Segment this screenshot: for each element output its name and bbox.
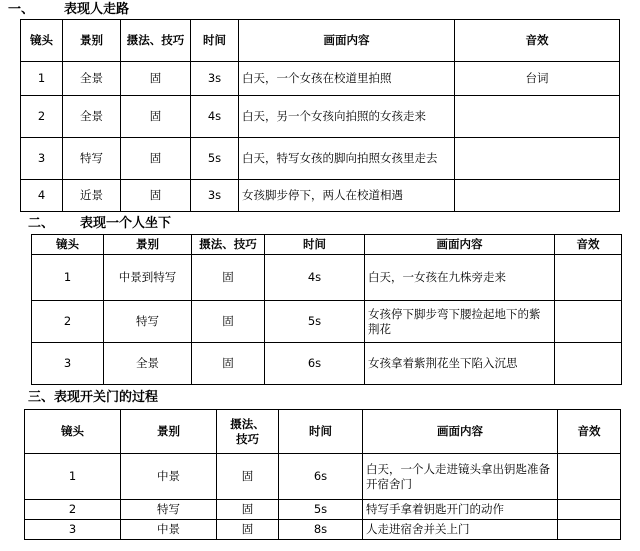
table-cell: 固	[121, 62, 191, 96]
section-2-title: 表现一个人坐下	[80, 216, 172, 231]
table-cell: 固	[192, 301, 265, 343]
table-cell: 中景到特写	[104, 255, 192, 301]
table-cell: 3s	[191, 180, 239, 212]
table-cell: 白天，一个女孩在校道里拍照	[239, 62, 455, 96]
header-cell: 时间	[191, 20, 239, 62]
table-header-row	[25, 410, 621, 454]
table-cell: 1	[21, 62, 63, 96]
section-2-heading	[28, 216, 171, 232]
section-3-title: 表现开关门的过程	[54, 390, 159, 405]
table-cell: 2	[32, 301, 104, 343]
header-cell: 景别	[104, 235, 192, 255]
table-row	[21, 138, 620, 180]
table-cell: 台词	[455, 62, 620, 96]
table-cell: 女孩脚步停下，两人在校道相遇	[239, 180, 455, 212]
header-cell: 画面内容	[239, 20, 455, 62]
table-cell: 女孩拿着紫荆花坐下陷入沉思	[365, 343, 555, 385]
section-1-number: 一、	[8, 2, 35, 17]
table-cell: 固	[121, 96, 191, 138]
table-cell: 固	[192, 343, 265, 385]
table-cell: 固	[121, 180, 191, 212]
table-cell: 5s	[265, 301, 365, 343]
table-cell: 2	[21, 96, 63, 138]
section-1-heading	[8, 2, 129, 18]
table-cell: 特写	[121, 500, 217, 520]
header-cell: 音效	[455, 20, 620, 62]
table-cell	[558, 520, 621, 540]
section-2-table	[31, 234, 622, 385]
header-cell: 摄法、技巧	[217, 410, 279, 454]
table-row	[32, 343, 622, 385]
table-cell: 4	[21, 180, 63, 212]
table-cell: 白天，特写女孩的脚向拍照女孩里走去	[239, 138, 455, 180]
header-cell: 摄法、技巧	[192, 235, 265, 255]
section-1-table	[20, 19, 620, 212]
header-cell: 镜头	[25, 410, 121, 454]
table-cell: 白天，另一个女孩向拍照的女孩走来	[239, 96, 455, 138]
table-cell: 4s	[191, 96, 239, 138]
table-cell: 人走进宿舍并关上门	[363, 520, 558, 540]
table-row	[21, 62, 620, 96]
table-cell: 特写	[63, 138, 121, 180]
table-row	[21, 96, 620, 138]
header-cell: 镜头	[21, 20, 63, 62]
table-cell: 8s	[279, 520, 363, 540]
table-header-row	[21, 20, 620, 62]
table-cell: 4s	[265, 255, 365, 301]
header-cell: 摄法、技巧	[121, 20, 191, 62]
table-cell: 全景	[104, 343, 192, 385]
table-cell: 中景	[121, 520, 217, 540]
section-3-table	[24, 409, 621, 540]
section-1-title: 表现人走路	[64, 2, 130, 17]
header-cell: 时间	[265, 235, 365, 255]
table-cell: 固	[121, 138, 191, 180]
table-cell: 近景	[63, 180, 121, 212]
header-cell: 音效	[555, 235, 622, 255]
table-cell: 固	[192, 255, 265, 301]
header-cell: 镜头	[32, 235, 104, 255]
header-cell: 音效	[558, 410, 621, 454]
table-cell	[455, 96, 620, 138]
table-cell	[555, 255, 622, 301]
table-row	[21, 180, 620, 212]
header-cell: 画面内容	[363, 410, 558, 454]
table-row	[25, 500, 621, 520]
section-3-heading	[28, 390, 158, 406]
table-cell: 3s	[191, 62, 239, 96]
header-cell: 景别	[63, 20, 121, 62]
table-cell: 2	[25, 500, 121, 520]
table-cell	[455, 138, 620, 180]
table-cell: 白天，一个人走进镜头拿出钥匙准备开宿舍门	[363, 454, 558, 500]
table-cell: 5s	[279, 500, 363, 520]
table-cell: 6s	[279, 454, 363, 500]
table-cell: 特写手拿着钥匙开门的动作	[363, 500, 558, 520]
table-row	[25, 520, 621, 540]
table-cell: 固	[217, 520, 279, 540]
table-cell: 3	[25, 520, 121, 540]
table-cell: 全景	[63, 96, 121, 138]
table-cell: 1	[25, 454, 121, 500]
table-row	[32, 301, 622, 343]
table-cell	[558, 500, 621, 520]
header-cell: 时间	[279, 410, 363, 454]
table-cell: 固	[217, 500, 279, 520]
table-cell: 固	[217, 454, 279, 500]
table-cell	[555, 301, 622, 343]
table-cell	[558, 454, 621, 500]
table-cell: 5s	[191, 138, 239, 180]
table-cell: 女孩停下脚步弯下腰捡起地下的紫荆花	[365, 301, 555, 343]
table-row	[32, 255, 622, 301]
table-header-row	[32, 235, 622, 255]
table-cell	[455, 180, 620, 212]
header-cell: 景别	[121, 410, 217, 454]
table-cell: 1	[32, 255, 104, 301]
section-3-number: 三、	[28, 390, 55, 405]
table-cell: 中景	[121, 454, 217, 500]
section-2-number: 二、	[28, 216, 55, 231]
table-cell: 全景	[63, 62, 121, 96]
table-cell: 3	[21, 138, 63, 180]
table-cell	[555, 343, 622, 385]
table-cell: 6s	[265, 343, 365, 385]
table-cell: 白天，一女孩在九株旁走来	[365, 255, 555, 301]
header-cell: 画面内容	[365, 235, 555, 255]
table-cell: 特写	[104, 301, 192, 343]
table-cell: 3	[32, 343, 104, 385]
table-row	[25, 454, 621, 500]
